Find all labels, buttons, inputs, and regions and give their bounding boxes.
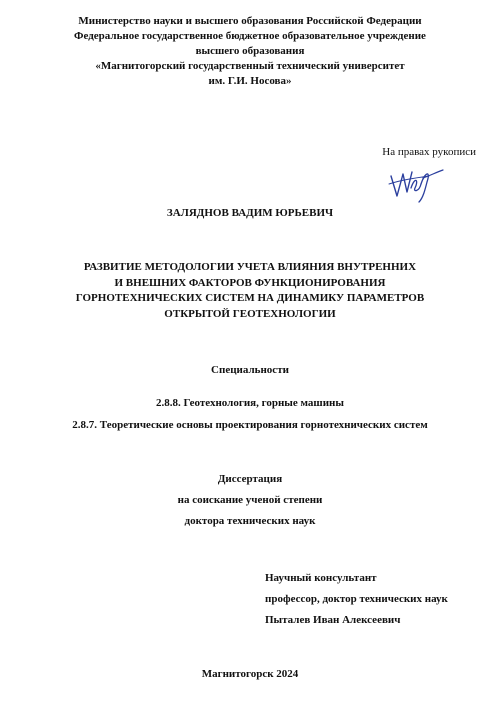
title-line-2: И ВНЕШНИХ ФАКТОРОВ ФУНКЦИОНИРОВАНИЯ: [114, 276, 386, 289]
consultant-label: Научный консультант: [265, 572, 377, 584]
header-line-institution-type: Федеральное государственное бюджетное образовательное учреждение: [74, 30, 426, 42]
title-line-1: РАЗВИТИЕ МЕТОДОЛОГИИ УЧЕТА ВЛИЯНИЯ ВНУТРЕННИХ: [83, 261, 417, 273]
scientific-consultant-block: [265, 568, 448, 631]
header-line-ministry: Министерство науки и высшего образования Российской Федерации: [78, 15, 422, 27]
consultant-title: профессор, доктор технических наук: [265, 593, 448, 605]
specialties-heading: Специальности: [211, 364, 289, 376]
header-line-education-level: высшего образования: [195, 45, 305, 57]
manuscript-rights-note: На правах рукописи: [382, 146, 476, 158]
dissertation-label: Диссертация: [217, 473, 283, 485]
city-year: Магнитогорск 2024: [201, 668, 299, 680]
title-line-3: ГОРНОТЕХНИЧЕСКИХ СИСТЕМ НА ДИНАМИКУ ПАРАМЕТРОВ: [75, 292, 425, 304]
author-name: ЗАЛЯДНОВ ВАДИМ ЮРЬЕВИЧ: [166, 207, 334, 219]
degree-name: доктора технических наук: [184, 515, 316, 527]
specialty-item: 2.8.8. Геотехнология, горные машины: [156, 397, 344, 409]
consultant-name: Пыталев Иван Алексеевич: [265, 614, 401, 626]
dissertation-degree-block: [0, 469, 500, 532]
header-line-named-after: им. Г.И. Носова»: [208, 75, 292, 87]
institution-header: [0, 14, 500, 89]
specialty-item: 2.8.7. Теоретические основы проектирования горнотехнических систем: [72, 419, 428, 431]
degree-purpose: на соискание ученой степени: [177, 494, 323, 506]
dissertation-title: [0, 260, 500, 322]
handwritten-signature-icon: [385, 162, 445, 204]
title-line-4: ОТКРЫТОЙ ГЕОТЕХНОЛОГИИ: [164, 307, 336, 320]
header-line-university: «Магнитогорский государственный технический университет: [95, 60, 405, 72]
